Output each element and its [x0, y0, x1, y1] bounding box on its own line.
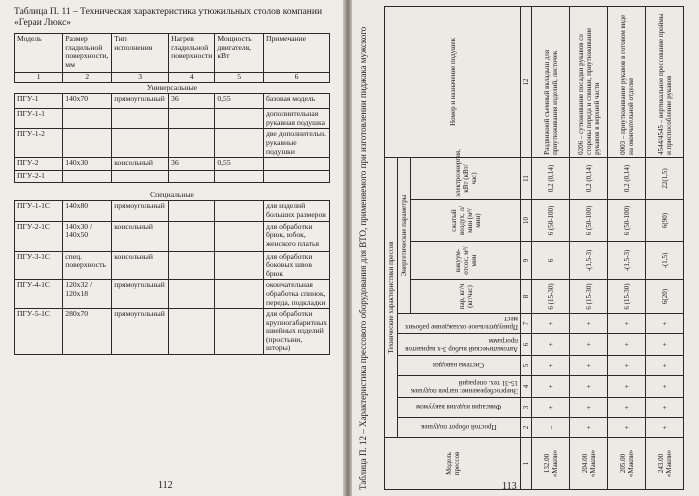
section-universal: Универсальные: [15, 82, 330, 94]
section-row: [15, 182, 330, 201]
cell-model: ПГУ-2-1: [15, 171, 63, 183]
cell-type: прямоугольный: [112, 201, 169, 221]
header-type: Тип исполнения: [112, 34, 169, 73]
col-number: 6: [264, 73, 330, 83]
table-row: [15, 309, 330, 355]
cell-model: ПГУ-1-1С: [15, 201, 63, 221]
cell-feature: +: [570, 398, 608, 418]
cell-size: 140х80: [63, 201, 112, 221]
header-size: Размер гладильной поверхности, мм: [63, 34, 112, 73]
table-row: [15, 109, 330, 129]
page-number-right: 113: [502, 481, 517, 492]
table-caption-12: Таблица П. 12 – Характеристика прессового оборудования для ВТО, применяемого при изготовлении пиджака мужского: [358, 26, 368, 490]
book-gutter: [343, 0, 352, 496]
col-number: 5: [215, 73, 264, 83]
cell-feature: +: [570, 376, 608, 398]
cell-vacuum: -(1,5): [646, 242, 684, 280]
cell-air: 6(90): [646, 200, 684, 242]
cell-purpose: 4544/4545 – вертикальное прессование проймы и приспособление рукавов: [646, 7, 684, 158]
cell-type: консольный: [112, 221, 169, 251]
cell-model: ПГУ-1-1: [15, 109, 63, 129]
col-number: 2: [63, 73, 112, 83]
cell-model: ПГУ-3-1С: [15, 251, 63, 280]
cell-size: [63, 129, 112, 158]
cell-feature: +: [570, 356, 608, 376]
table-row: [15, 201, 330, 221]
cell-feature: +: [570, 314, 608, 334]
cell-size: 140х30 / 140х50: [63, 221, 112, 251]
cell-steam: 6 (15-30): [570, 280, 608, 314]
cell-type: консольный: [112, 158, 169, 171]
cell-power: [215, 221, 264, 251]
cell-purpose: Раздвижной съемный вкладыш для приутюживания изделий, листочек: [532, 7, 570, 158]
col-number: 6: [521, 334, 532, 356]
col-number: 5: [521, 356, 532, 376]
cell-vacuum: -(1,5-3): [608, 242, 646, 280]
cell-type: прямоугольный: [112, 309, 169, 355]
table-row: [15, 158, 330, 171]
cell-power: [215, 171, 264, 183]
cell-power: [215, 129, 264, 158]
cell-model: ПГУ-2: [15, 158, 63, 171]
cell-model: 132.00 «Макпи»: [532, 438, 570, 490]
cell-air: 6 (50-100): [608, 200, 646, 242]
header-note: Примечание: [264, 34, 330, 73]
cell-air: 6 (50-100): [570, 200, 608, 242]
cell-note: базовая модель: [264, 94, 330, 109]
column-number-row: [15, 73, 330, 83]
cell-power: [215, 201, 264, 221]
cell-heating: [169, 109, 215, 129]
cell-feature: +: [532, 398, 570, 418]
col-number: 7: [521, 314, 532, 334]
col-number: 4: [521, 376, 532, 398]
header-model: Модель: [15, 34, 63, 73]
cell-heating: [169, 309, 215, 355]
col-number: 12: [521, 7, 532, 158]
cell-type: прямоугольный: [112, 94, 169, 109]
cell-feature: +: [646, 314, 684, 334]
section-row: [15, 82, 330, 94]
cell-model: ПГУ-1: [15, 94, 63, 109]
cell-purpose: 0003 – приутюживание рукавов в готовом виде на окончательной отделке: [608, 7, 646, 158]
table-row: [15, 280, 330, 309]
cell-model: ПГУ-5-1С: [15, 309, 63, 355]
table-11: [14, 33, 330, 355]
table-row: [608, 7, 646, 490]
cell-feature: +: [570, 418, 608, 438]
section-special: Специальные: [15, 182, 330, 201]
cell-heating: 36: [169, 158, 215, 171]
cell-feature: +: [532, 376, 570, 398]
col-number: 9: [521, 242, 532, 280]
col-number: 3: [521, 398, 532, 418]
cell-note: окончательная обработка спинок, переда, подкладки: [264, 280, 330, 309]
col-number: 1: [521, 438, 532, 490]
cell-heating: [169, 171, 215, 183]
cell-model: ПГУ-4-1С: [15, 280, 63, 309]
cell-type: консольный: [112, 251, 169, 280]
page-number-left: 112: [158, 480, 173, 491]
cell-feature: +: [532, 356, 570, 376]
cell-size: 140х70: [63, 94, 112, 109]
cell-note: две дополнительн. рукавные подушки: [264, 129, 330, 158]
cell-type: [112, 129, 169, 158]
cell-purpose: 0206 – сутюживание посадки рукавов со стороны переда и спинки, приутюживание рукавов в верхней части: [570, 7, 608, 158]
table-row: [15, 171, 330, 183]
cell-size: спец. поверхность: [63, 251, 112, 280]
cell-type: прямоугольный: [112, 280, 169, 309]
table-caption-11: Таблица П. 11 – Техническая характеристика утюжильных столов компании «Гераи Люкс»: [14, 7, 323, 28]
cell-vacuum: 6: [532, 242, 570, 280]
cell-model: ПГУ-2-1С: [15, 221, 63, 251]
table-row: [15, 221, 330, 251]
header-steam: пар, кг/ч (кг/час): [411, 280, 521, 314]
cell-power: 0,2 (0,14): [608, 157, 646, 199]
cell-size: 120х32 / 120х18: [63, 280, 112, 309]
cell-feature: +: [646, 376, 684, 398]
cell-note: для изделий больших размеров: [264, 201, 330, 221]
cell-power: [215, 251, 264, 280]
cell-size: 140х30: [63, 158, 112, 171]
cell-note: для обработки крупногабаритных швейных изделий (простыни, шторы): [264, 309, 330, 355]
cell-steam: 6(20): [646, 280, 684, 314]
cell-feature: +: [608, 314, 646, 334]
cell-feature: +: [646, 334, 684, 356]
column-number-row: [521, 7, 532, 490]
cell-heating: [169, 221, 215, 251]
rotated-table-area: [354, 0, 699, 496]
header-feature-6: Принудительное охлаждение рабочих мест: [405, 315, 518, 331]
header-group: Технические характеристики прессов: [385, 157, 398, 437]
cell-heating: 36: [169, 94, 215, 109]
cell-power: 0,55: [215, 94, 264, 109]
header-heating: Нагрев гладильной поверхности: [169, 34, 215, 73]
cell-note: для обработки боковых швов брюк: [264, 251, 330, 280]
cell-model: ПГУ-1-2: [15, 129, 63, 158]
cell-feature: +: [570, 334, 608, 356]
cell-note: для обработки брюк, юбок, женского платья: [264, 221, 330, 251]
cell-power: 0,2 (0,14): [570, 157, 608, 199]
group-header-row: [385, 7, 398, 490]
table-row: [15, 94, 330, 109]
table-row: [15, 251, 330, 280]
cell-feature: +: [608, 398, 646, 418]
cell-power: 0,55: [215, 158, 264, 171]
header-feature-3: Энергосбережение: нагрев подушек 15-31 тех. операций: [410, 379, 518, 395]
left-page: [0, 0, 343, 496]
cell-size: 280х70: [63, 309, 112, 355]
cell-feature: +: [608, 418, 646, 438]
cell-vacuum: -(1,5-3): [570, 242, 608, 280]
cell-power: [215, 280, 264, 309]
table-row: [570, 7, 608, 490]
table-row: [646, 7, 684, 490]
header-model-press: Модель прессов: [385, 438, 521, 490]
header-purpose: Номер и назначение подушек: [385, 7, 521, 158]
header-vacuum: вакуум-отсос, м³/мин: [411, 242, 521, 280]
cell-note: дополнительная рукавная подушка: [264, 109, 330, 129]
cell-power: 0,2 (0,14): [532, 157, 570, 199]
header-air: сжатый воздух, л/мин (м³/мин): [411, 200, 521, 242]
col-number: 3: [112, 73, 169, 83]
cell-power: [215, 109, 264, 129]
table-12: [384, 6, 684, 490]
col-number: 1: [15, 73, 63, 83]
cell-heating: [169, 201, 215, 221]
header-power: Мощность двигателя, кВт: [215, 34, 264, 73]
cell-feature: +: [646, 398, 684, 418]
cell-type: [112, 109, 169, 129]
cell-feature: –: [532, 418, 570, 438]
cell-note: [264, 171, 330, 183]
header-feature-4: Система наводки: [433, 361, 485, 370]
cell-steam: 6 (15-30): [608, 280, 646, 314]
header-electric: электроэнергия, кВт (кВт/час): [411, 157, 521, 199]
header-energy: Энергетические параметры: [398, 157, 411, 313]
cell-feature: +: [532, 334, 570, 356]
cell-steam: 6 (15-30): [532, 280, 570, 314]
col-number: 11: [521, 157, 532, 199]
cell-feature: +: [608, 334, 646, 356]
col-number: 10: [521, 200, 532, 242]
col-number: 8: [521, 280, 532, 314]
cell-size: [63, 171, 112, 183]
cell-feature: +: [646, 356, 684, 376]
cell-feature: +: [608, 376, 646, 398]
cell-heating: [169, 129, 215, 158]
cell-model: 243.00 «Макпи»: [646, 438, 684, 490]
cell-model: 205.00 «Макпи»: [608, 438, 646, 490]
cell-type: [112, 171, 169, 183]
cell-feature: +: [646, 418, 684, 438]
table-header-row: [15, 34, 330, 73]
cell-model: 204.00 «Макпи»: [570, 438, 608, 490]
cell-note: [264, 158, 330, 171]
header-feature-2: Фиксация изделия вакуумом: [416, 403, 502, 412]
cell-heating: [169, 280, 215, 309]
col-number: 4: [169, 73, 215, 83]
cell-power: [215, 309, 264, 355]
cell-power: 22(1,5): [646, 157, 684, 199]
cell-size: [63, 109, 112, 129]
cell-heating: [169, 251, 215, 280]
cell-air: 6 (50-100): [532, 200, 570, 242]
table-row: [532, 7, 570, 490]
table-row: [15, 129, 330, 158]
header-feature-5: Автоматический выбор 3-х вариантов программ: [405, 337, 518, 353]
header-feature-1: Простой оборот подушек: [421, 423, 497, 432]
col-number: 2: [521, 418, 532, 438]
cell-feature: +: [532, 314, 570, 334]
cell-feature: +: [608, 356, 646, 376]
